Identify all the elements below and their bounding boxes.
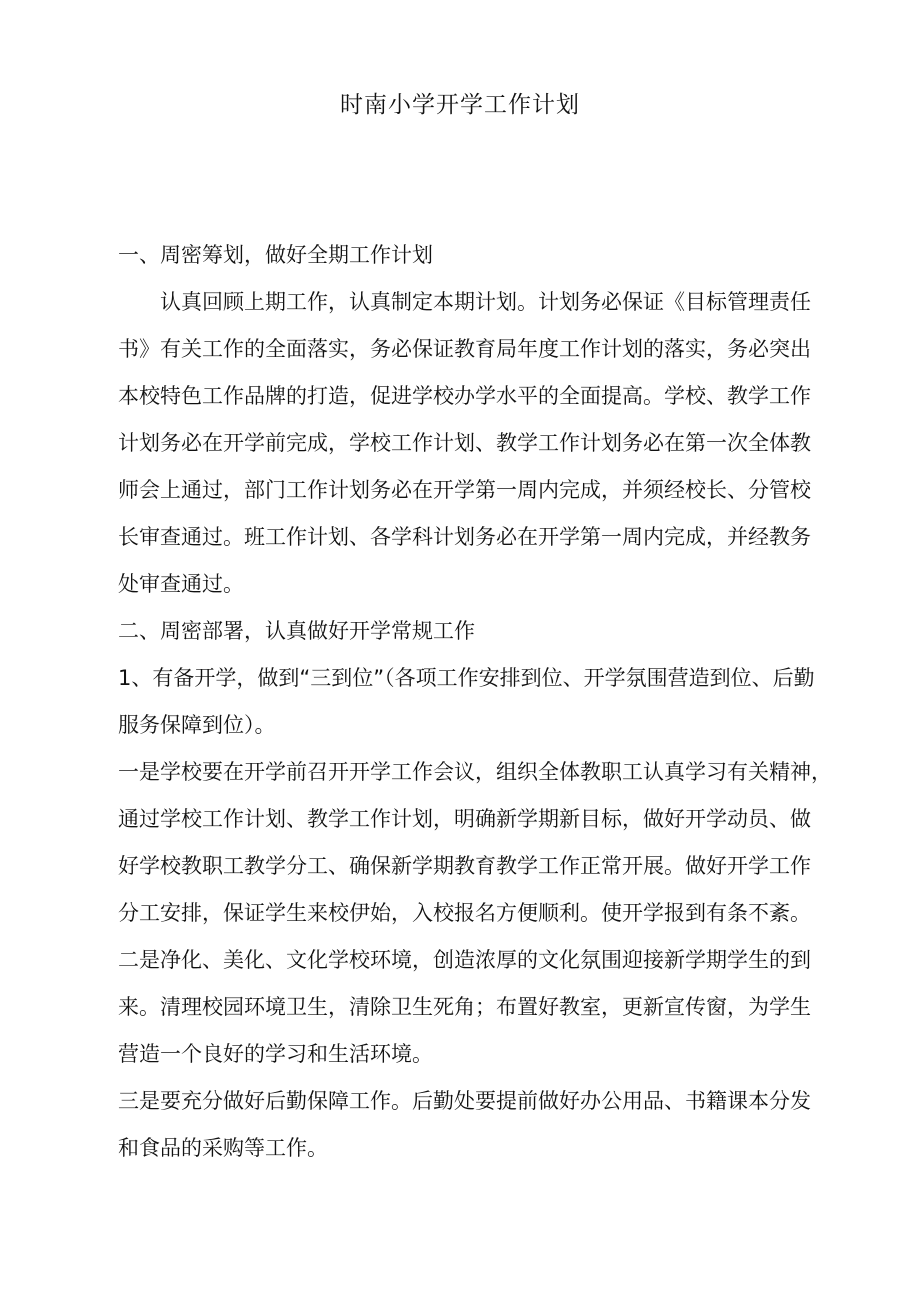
- paragraph-line: 通过学校工作计划、教学工作计划，明确新学期新目标，做好开学动员、做: [118, 807, 811, 831]
- section-heading-2: 二、周密部署，认真做好开学常规工作: [118, 619, 475, 643]
- paragraph-line: 本校特色工作品牌的打造，促进学校办学水平的全面提高。学校、教学工作: [118, 384, 811, 408]
- paragraph-line: 分工安排，保证学生来校伊始，入校报名方便顺利。使开学报到有条不紊。: [118, 901, 811, 925]
- paragraph-line: 1、有备开学，做到“三到位”（各项工作安排到位、开学氛围营造到位、后勤: [118, 666, 815, 690]
- paragraph-line: 二是净化、美化、文化学校环境，创造浓厚的文化氛围迎接新学期学生的到: [118, 948, 811, 972]
- paragraph-line: 三是要充分做好后勤保障工作。后勤处要提前做好办公用品、书籍课本分发: [118, 1089, 811, 1113]
- paragraph-line: 来。清理校园环境卫生，清除卫生死角；布置好教室，更新宣传窗，为学生: [118, 995, 811, 1019]
- paragraph-line: 营造一个良好的学习和生活环境。: [118, 1042, 433, 1066]
- paragraph-line: 处审查通过。: [118, 572, 244, 596]
- document-title: 时南小学开学工作计划: [340, 92, 580, 118]
- paragraph-line: 计划务必在开学前完成，学校工作计划、教学工作计划务必在第一次全体教: [118, 431, 811, 455]
- section-heading-1: 一、周密筹划，做好全期工作计划: [118, 243, 433, 267]
- paragraph-line: 服务保障到位）。: [118, 713, 276, 737]
- paragraph-line: 师会上通过，部门工作计划务必在开学第一周内完成，并须经校长、分管校: [118, 478, 811, 502]
- paragraph-line: 好学校教职工教学分工、确保新学期教育教学工作正常开展。做好开学工作: [118, 854, 811, 878]
- paragraph-line: 长审查通过。班工作计划、各学科计划务必在开学第一周内完成，并经教务: [118, 525, 811, 549]
- document-body: [118, 232, 832, 1172]
- paragraph-line: 书》有关工作的全面落实，务必保证教育局年度工作计划的落实，务必突出: [118, 337, 811, 361]
- paragraph-line: 认真回顾上期工作，认真制定本期计划。计划务必保证《目标管理责任: [160, 290, 811, 314]
- paragraph-line: 和食品的采购等工作。: [118, 1136, 328, 1160]
- paragraph-line: 一是学校要在开学前召开开学工作会议，组织全体教职工认真学习有关精神，: [118, 760, 832, 784]
